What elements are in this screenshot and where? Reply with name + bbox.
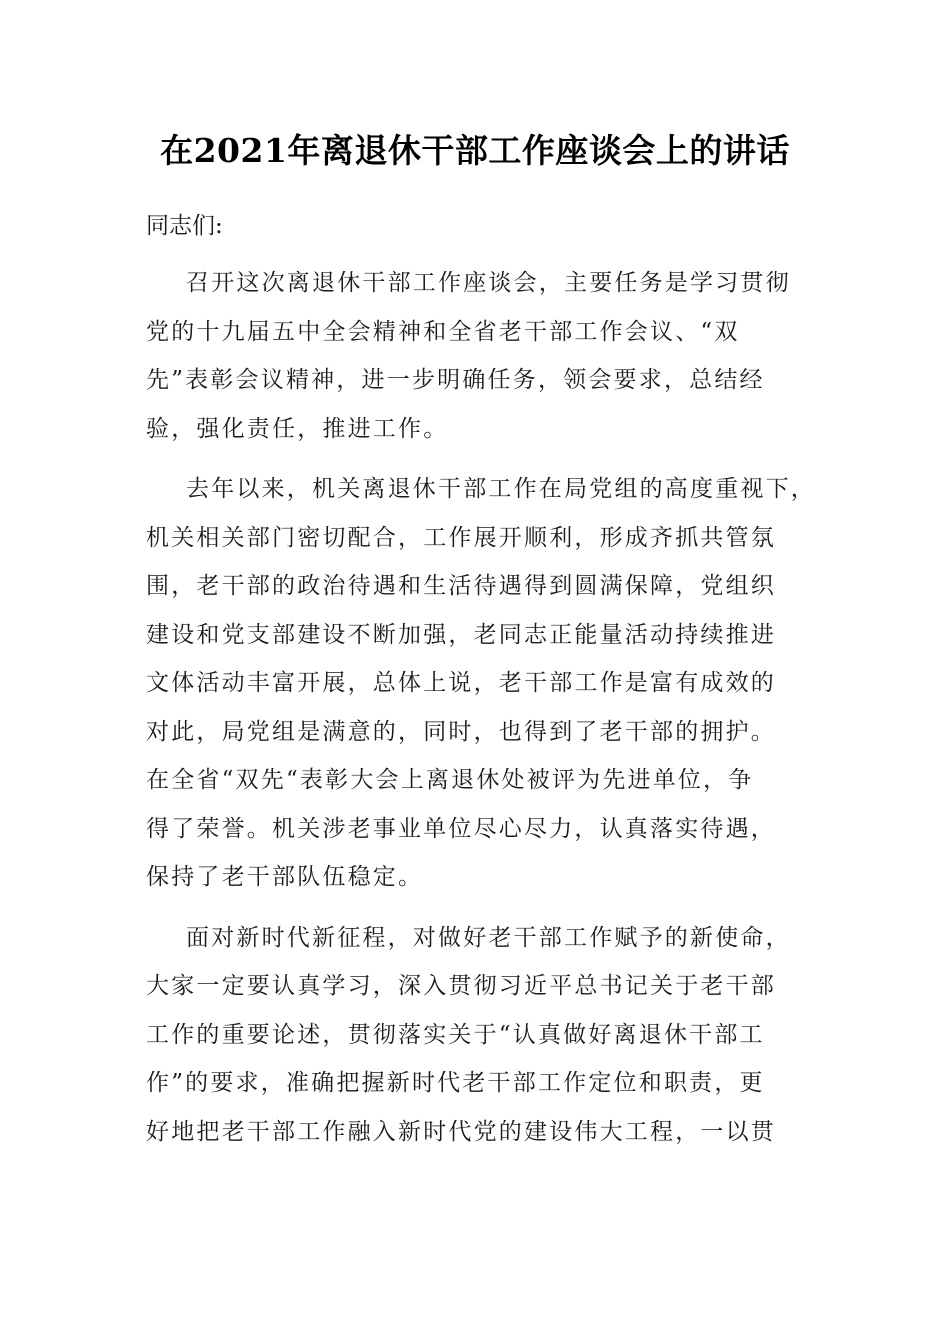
paragraph-line: 面对新时代新征程，对做好老干部工作赋予的新使命， <box>186 924 791 951</box>
paragraph-line: 作”的要求，准确把握新时代老干部工作定位和职责，更 <box>146 1070 765 1096</box>
salutation: 同志们: <box>146 213 223 239</box>
paragraph-line: 验，强化责任，推进工作。 <box>146 415 449 442</box>
paragraph-line: 召开这次离退休干部工作座谈会，主要任务是学习贯彻 <box>186 270 791 296</box>
paragraph-line: 大家一定要认真学习，深入贯彻习近平总书记关于老干部 <box>146 973 776 999</box>
paragraph-line: 保持了老干部队伍稳定。 <box>146 864 424 890</box>
paragraph-line: 在全省“双先“表彰大会上离退休处被评为先进单位，争 <box>146 767 754 793</box>
paragraph-line: 建设和党支部建设不断加强，老同志正能量活动持续推进 <box>146 621 776 648</box>
document-title: 在2021年离退休干部工作座谈会上的讲话 <box>160 131 790 170</box>
paragraph-line: 先”表彰会议精神，进一步明确任务，领会要求，总结经 <box>146 367 765 393</box>
paragraph-line: 文体活动丰富开展，总体上说，老干部工作是富有成效的 <box>146 670 776 696</box>
paragraph-line: 去年以来，机关离退休干部工作在局党组的高度重视下， <box>186 476 816 502</box>
paragraph-1 <box>146 259 814 453</box>
paragraph-2 <box>146 465 814 902</box>
paragraph-line: 得了荣誉。机关涉老事业单位尽心尽力，认真落实待遇， <box>146 815 776 842</box>
document-body <box>146 202 814 1168</box>
paragraph-line: 机关相关部门密切配合，工作展开顺利，形成齐抓共管氛 <box>146 524 776 551</box>
paragraph-line: 好地把老干部工作融入新时代党的建设伟大工程，一以贯 <box>146 1118 776 1145</box>
paragraph-3 <box>146 914 814 1157</box>
paragraph-line: 围，老干部的政治待遇和生活待遇得到圆满保障，党组织 <box>146 573 776 599</box>
paragraph-line: 对此，局党组是满意的，同时，也得到了老干部的拥护。 <box>146 718 776 745</box>
paragraph-line: 工作的重要论述，贯彻落实关于“认真做好离退休干部工 <box>146 1021 765 1048</box>
paragraph-line: 党的十九届五中全会精神和全省老干部工作会议、“双 <box>146 318 740 345</box>
